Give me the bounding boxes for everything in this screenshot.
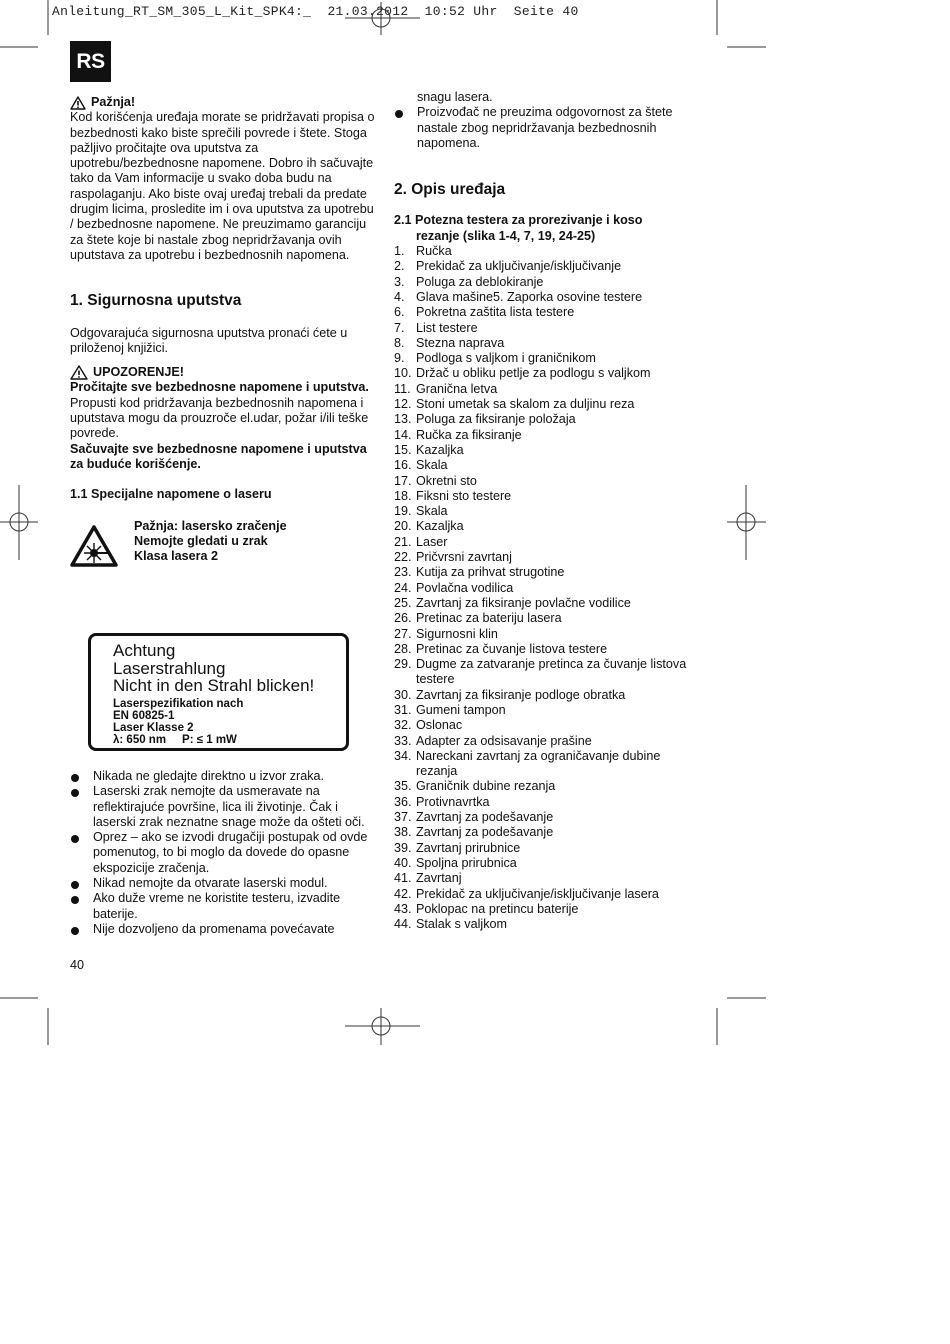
part-item: [394, 627, 704, 642]
part-item: [394, 581, 704, 596]
part-label: Nareckani zavrtanj za ograničavanje dubine rezanja: [416, 748, 661, 779]
part-number: 42.: [394, 886, 412, 901]
list-item: Nikada ne gledajte direktno u izvor zraka.: [70, 769, 376, 784]
part-label: Zavrtanj za podešavanje: [416, 810, 554, 825]
part-item: [394, 428, 704, 443]
list-item: Laserski zrak nemojte da usmeravate na reflektirajuće površine, lica ili životinje. Čak i laserski zrak neznatne snage može da ošteti oči.: [70, 784, 376, 830]
part-item: [394, 290, 704, 305]
part-label: Laser: [416, 534, 448, 549]
part-item: [394, 336, 704, 351]
part-label: Okretni sto: [416, 473, 477, 488]
part-item: [394, 795, 704, 810]
list-item: Oprez – ako se izvodi drugačiji postupak od ovde pomenutog, to bi moglo da dovede do opasne ekspozicije zračenja.: [70, 830, 376, 876]
part-number: 23.: [394, 565, 412, 580]
part-label: Prekidač za uključivanje/isključivanje: [416, 259, 622, 274]
part-item: [394, 565, 704, 580]
label-spec-line: λ: 650 nm P: ≤ 1 mW: [113, 734, 237, 747]
part-label: Prekidač za uključivanje/isključivanje lasera: [416, 886, 659, 901]
label-heading-line: Nicht in den Strahl blicken!: [113, 676, 315, 695]
part-label: Graničnik dubine rezanja: [416, 779, 556, 794]
part-label: Zavrtanj za fiksiranje podloge obratka: [416, 687, 626, 702]
part-number: 3.: [394, 274, 405, 289]
part-item: [394, 504, 704, 519]
part-number: 7.: [394, 320, 405, 335]
part-label: Spoljna prirubnica: [416, 855, 517, 870]
part-label: Granična letva: [416, 381, 498, 396]
warning-keep-instructions: Sačuvajte sve bezbednosne napomene i uputstva za buduće korišćenje.: [70, 441, 367, 471]
part-number: 33.: [394, 733, 412, 748]
part-item: [394, 458, 704, 473]
part-number: 15.: [394, 442, 412, 457]
label-heading-line: Achtung: [113, 641, 176, 660]
part-item: [394, 519, 704, 534]
part-label: Poklopac na pretincu baterije: [416, 901, 579, 916]
page-number: 40: [70, 958, 85, 972]
section-1-intro: Odgovarajuća sigurnosna uputstva pronaći ćete u priloženoj knjižici.: [70, 325, 348, 355]
part-item: [394, 305, 704, 320]
laser-hazard-icon: [70, 525, 118, 567]
part-item: [394, 642, 704, 657]
part-label: Dugme za zatvaranje pretinca za čuvanje listova testere: [416, 657, 687, 687]
part-item: [394, 856, 704, 871]
part-label: Sigurnosni klin: [416, 626, 498, 641]
part-number: 35.: [394, 779, 412, 794]
part-number: 39.: [394, 840, 412, 855]
notice-heading: [70, 95, 376, 110]
laser-warning-line: Klasa lasera 2: [134, 549, 219, 564]
list-item: Nije dozvoljeno da promenama povećavate: [70, 922, 376, 937]
part-number: 34.: [394, 748, 412, 763]
part-item: [394, 703, 704, 718]
part-item: [394, 382, 704, 397]
part-item: [394, 611, 704, 626]
part-item: [394, 596, 704, 611]
part-item: [394, 779, 704, 794]
part-item: [394, 275, 704, 290]
part-number: 38.: [394, 825, 412, 840]
part-number: 13.: [394, 412, 412, 427]
part-number: 41.: [394, 871, 412, 886]
warning-triangle-icon: [70, 365, 88, 380]
part-item: [394, 688, 704, 703]
part-item: [394, 489, 704, 504]
part-number: 11.: [394, 381, 411, 396]
part-number: 12.: [394, 397, 412, 412]
part-item: [394, 366, 704, 381]
part-number: 14.: [394, 427, 412, 442]
laser-warning-text: [134, 519, 287, 565]
part-label: Držač u obliku petlje za podlogu s valjkom: [416, 366, 651, 381]
part-number: 29.: [394, 657, 412, 672]
part-number: 2.: [394, 259, 405, 274]
list-item: Ako duže vreme ne koristite testeru, izvadite baterije.: [70, 891, 376, 922]
part-label: Glava mašine5. Zaporka osovine testere: [416, 289, 643, 304]
liability-list: [394, 105, 704, 151]
part-item: [394, 321, 704, 336]
part-item: [394, 412, 704, 427]
part-label: Poluga za fiksiranje položaja: [416, 412, 576, 427]
part-number: 44.: [394, 917, 412, 932]
label-spec-line: Laser Klasse 2: [113, 722, 194, 735]
part-number: 20.: [394, 519, 412, 534]
part-number: 22.: [394, 550, 412, 565]
part-item: [394, 871, 704, 886]
language-badge: RS: [70, 41, 111, 82]
part-label: Stalak s valjkom: [416, 917, 507, 932]
notice-body: Kod korišćenja uređaja morate se pridržavati propisa o bezbednosti kako biste sprečili povrede i štete. Stoga pažljivo pročitajte ova uputstva za upotrebu/bezbednosne napomene. Dobro ih sačuvajte tako da Vam informacije u svako doba budu na raspolaganju. Ako biste ovaj uređaj trebali da predate drugim licima, prosledite im i ova uputstva za upotrebu / bezbednosne napomene. Ne preuzimamo garanciju za štete koje bi nastale zbog nepridržavanja ovih uputstava za upotrebu i bezbednosnih napomena.: [70, 110, 375, 262]
part-number: 19.: [394, 504, 412, 519]
part-number: 43.: [394, 901, 412, 916]
part-label: Pokretna zaštita lista testere: [416, 305, 575, 320]
part-label: Stezna naprava: [416, 335, 505, 350]
part-item: [394, 841, 704, 856]
warning-triangle-icon: [70, 96, 86, 110]
laser-safety-list: [70, 769, 376, 937]
continued-text: snagu lasera.: [417, 90, 493, 104]
part-item: [394, 474, 704, 489]
notice-title: Pažnja!: [91, 95, 136, 109]
part-number: 32.: [394, 718, 412, 733]
part-label: Poluga za deblokiranje: [416, 274, 544, 289]
laser-warning-line: Nemojte gledati u zrak: [134, 533, 268, 548]
part-number: 9.: [394, 351, 405, 366]
label-spec: [113, 698, 346, 747]
part-label: Skala: [416, 458, 448, 473]
part-number: 25.: [394, 595, 412, 610]
laser-label-box: [88, 633, 349, 751]
part-item: [394, 397, 704, 412]
part-item: [394, 535, 704, 550]
part-label: Povlačna vodilica: [416, 580, 514, 595]
part-item: [394, 810, 704, 825]
part-number: 26.: [394, 611, 412, 626]
warning-heading: [70, 365, 376, 380]
part-item: [394, 443, 704, 458]
part-label: Zavrtanj prirubnice: [416, 840, 521, 855]
part-label: Skala: [416, 504, 448, 519]
label-spec-line: EN 60825-1: [113, 709, 175, 722]
part-item: [394, 657, 704, 688]
part-label: Pričvrsni zavrtanj: [416, 550, 512, 565]
right-column: [394, 90, 704, 932]
part-label: Oslonac: [416, 718, 463, 733]
print-header: Anleitung_RT_SM_305_L_Kit_SPK4:_ 21.03.2012 10:52 Uhr Seite 40: [52, 4, 579, 19]
part-number: 40.: [394, 855, 412, 870]
part-item: [394, 734, 704, 749]
section-1-title: 1. Sigurnosna uputstva: [70, 292, 242, 310]
part-item: [394, 917, 704, 932]
part-number: 36.: [394, 794, 412, 809]
part-label: Zavrtanj za podešavanje: [416, 825, 554, 840]
parts-list: [394, 244, 704, 932]
left-column: [70, 95, 376, 567]
warning-read-instructions: Pročitajte sve bezbednosne napomene i uputstva.: [70, 380, 369, 395]
section-2-title: 2. Opis uređaja: [394, 181, 506, 199]
part-number: 18.: [394, 488, 412, 503]
part-item: [394, 259, 704, 274]
part-number: 31.: [394, 702, 412, 717]
part-number: 1.: [394, 244, 405, 259]
part-label: Kazaljka: [416, 442, 464, 457]
warning-title: UPOZORENJE!: [93, 365, 184, 380]
part-number: 24.: [394, 580, 412, 595]
part-item: [394, 244, 704, 259]
part-number: 17.: [394, 473, 412, 488]
warning-body: Propusti kod pridržavanja bezbednosnih napomena i uputstava mogu da prouzroče el.udar, požar i/ili teške povrede.: [70, 395, 369, 441]
part-item: [394, 351, 704, 366]
device-subsection-title-cont: rezanje (slika 1-4, 7, 19, 24-25): [416, 228, 596, 243]
laser-subsection-title: 1.1 Specijalne napomene o laseru: [70, 487, 272, 502]
part-number: 37.: [394, 810, 412, 825]
part-number: 4.: [394, 289, 405, 304]
part-number: 21.: [394, 534, 412, 549]
part-item: [394, 902, 704, 917]
part-item: [394, 550, 704, 565]
part-label: Kazaljka: [416, 519, 464, 534]
part-label: Adapter za odsisavanje prašine: [416, 733, 592, 748]
part-label: Podloga s valjkom i graničnikom: [416, 351, 596, 366]
label-heading-line: Laserstrahlung: [113, 658, 226, 678]
part-item: [394, 718, 704, 733]
part-label: Fiksni sto testere: [416, 488, 512, 503]
part-number: 16.: [394, 458, 412, 473]
part-label: Protivnavrtka: [416, 794, 490, 809]
part-label: List testere: [416, 320, 478, 335]
part-label: Pretinac za bateriju lasera: [416, 611, 562, 626]
part-number: 30.: [394, 687, 412, 702]
device-subsection-title: 2.1 Potezna testera za prorezivanje i koso: [394, 213, 643, 228]
part-label: Zavrtanj: [416, 871, 462, 886]
part-label: Ručka za fiksiranje: [416, 427, 522, 442]
list-item: Proizvođač ne preuzima odgovornost za štete nastale zbog nepridržavanja bezbednosnih napomena.: [394, 105, 704, 151]
list-item: Nikad nemojte da otvarate laserski modul.: [70, 876, 376, 891]
part-number: 28.: [394, 641, 412, 656]
part-number: 27.: [394, 626, 412, 641]
part-item: [394, 825, 704, 840]
part-item: [394, 749, 704, 780]
part-item: [394, 887, 704, 902]
part-number: 10.: [394, 366, 412, 381]
part-label: Ručka: [416, 244, 452, 259]
part-label: Stoni umetak sa skalom za duljinu reza: [416, 397, 635, 412]
laser-warning-row: [70, 519, 376, 567]
part-label: Gumeni tampon: [416, 702, 506, 717]
part-number: 6.: [394, 305, 405, 320]
part-label: Kutija za prihvat strugotine: [416, 565, 565, 580]
laser-warning-line: Pažnja: lasersko zračenje: [134, 518, 287, 533]
part-label: Pretinac za čuvanje listova testere: [416, 641, 608, 656]
part-label: Zavrtanj za fiksiranje povlačne vodilice: [416, 595, 631, 610]
part-number: 8.: [394, 335, 405, 350]
label-spec-line: Laserspezifikation nach: [113, 697, 244, 710]
